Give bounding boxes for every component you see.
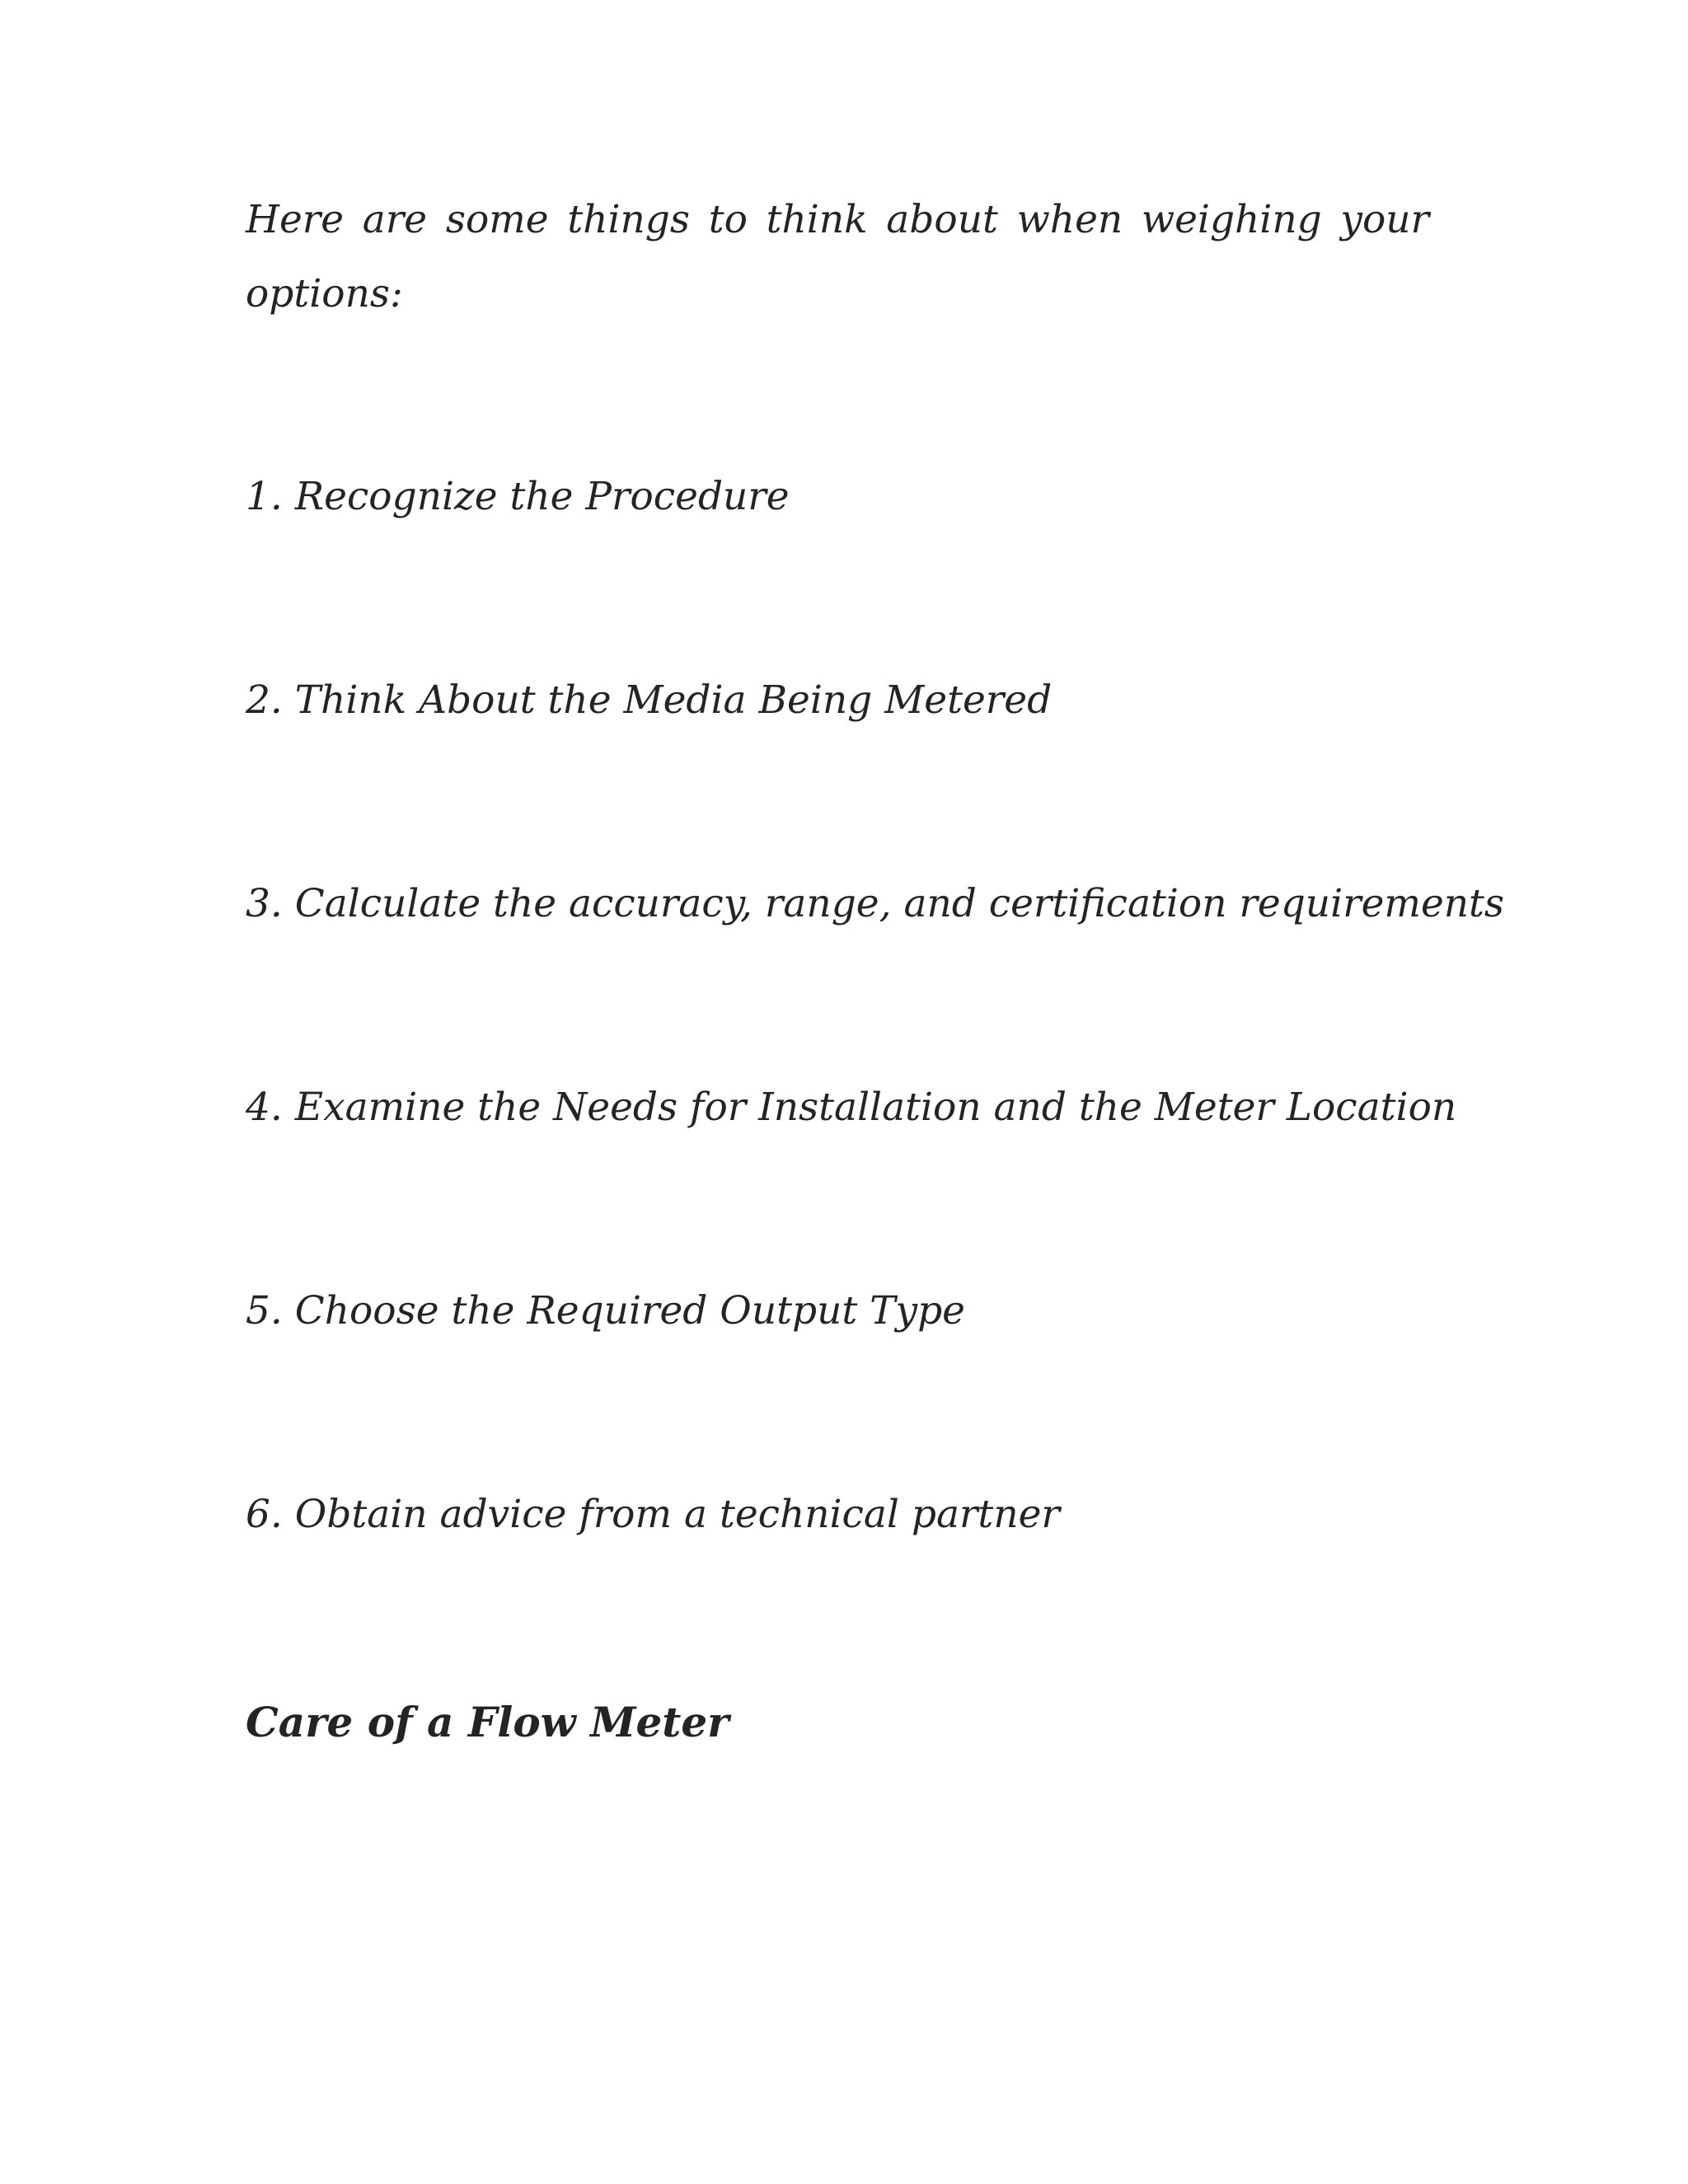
list-item: 1. Recognize the Procedure bbox=[246, 474, 790, 519]
intro-paragraph: Here are some things to think about when weighing your options: bbox=[246, 197, 1429, 316]
list-item: 4. Examine the Needs for Installation and the Meter Location bbox=[246, 1085, 1457, 1130]
list-item: 3. Calculate the accuracy, range, and certification requirements bbox=[246, 881, 1505, 926]
section-heading: Care of a Flow Meter bbox=[246, 1698, 729, 1746]
list-item: 2. Think About the Media Being Metered bbox=[246, 677, 1053, 723]
list-item: 6. Obtain advice from a technical partner bbox=[246, 1492, 1060, 1537]
list-item: 5. Choose the Required Output Type bbox=[246, 1288, 965, 1333]
